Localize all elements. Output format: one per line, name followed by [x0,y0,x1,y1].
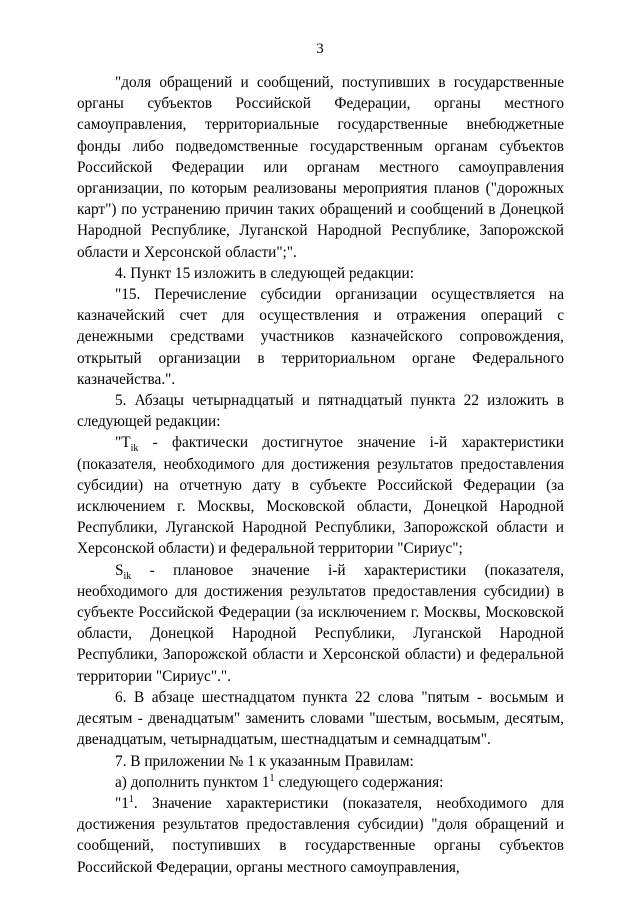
paragraph: 6. В абзаце шестнадцатом пункта 22 слова "пятым - восьмым и десятым - двенадцатым" заменить словами "шестым, восьмым, десятым, двенадцатым, четырнадцатым, шестнадцатым и семнадцатым". [77,688,564,749]
superscript: 1 [128,793,134,805]
page-number: 3 [316,41,324,57]
paragraph: а) дополнить пунктом $1^1$ следующего содержания: [115,772,444,791]
paragraph: "15. Перечисление субсидии организации осуществляется на казначейский счет для осуществления и отражения операций с денежными средствами участников казначейского сопровождения, открытый организации в территориальном органе Федерального казначейства.". [77,286,564,388]
paragraph: $S_{ik}$ - плановое значение i-й характеристики (показателя, необходимого для достижения результатов предоставления субсидии) в субъекте Российской Федерации (за исключением г. Москвы, Московской области, Донецкой Народной Республики, Луганской Народной Республики, Запорожской области и Херсонской области) и федеральной территории "Сириус".". [77,561,564,685]
paragraph: "доля обращений и сообщений, поступивших в государственные органы субъектов Российской Федерации, органы местного самоуправления, территориальные государственные внебюджетные фонды либо подведомственные государственным органам субъектов Российской Федерации или органам местного самоуправления организации, по которым реализованы мероприятия планов ("дорожных карт") по устранению причин таких обращений и сообщений в Донецкой Народной Республике, Луганской Народной Республике, Запорожской области и Херсонской области";". [77,74,564,261]
document-body [77,72,564,878]
paragraph: "$T_{ik}$ - фактически достигнутое значение i-й характеристики (показателя, необходимого для достижения результатов предоставления субсидии) на отчетную дату в субъекте Российской Федерации (за исключением г. Москвы, Московской области, Донецкой Народной Республики, Луганской Народной Республики, Запорожской области и Херсонской области) и федеральной территории "Сириус"; [77,434,564,558]
superscript: 1 [269,772,275,784]
paragraph: "$1^1$. Значение характеристики (показателя, необходимого для достижения результатов предоставления субсидии) "доля обращений и сообщений, поступивших в государственные органы субъектов Российской Федерации, органы местного самоуправления, [77,793,564,876]
subscript: ik [130,443,139,455]
paragraph: 5. Абзацы четырнадцатый и пятнадцатый пункта 22 изложить в следующей редакции: [77,392,564,431]
subscript: ik [123,570,132,582]
paragraph: 4. Пункт 15 изложить в следующей редакции: [115,264,414,282]
paragraph: 7. В приложении № 1 к указанным Правилам: [115,752,414,770]
